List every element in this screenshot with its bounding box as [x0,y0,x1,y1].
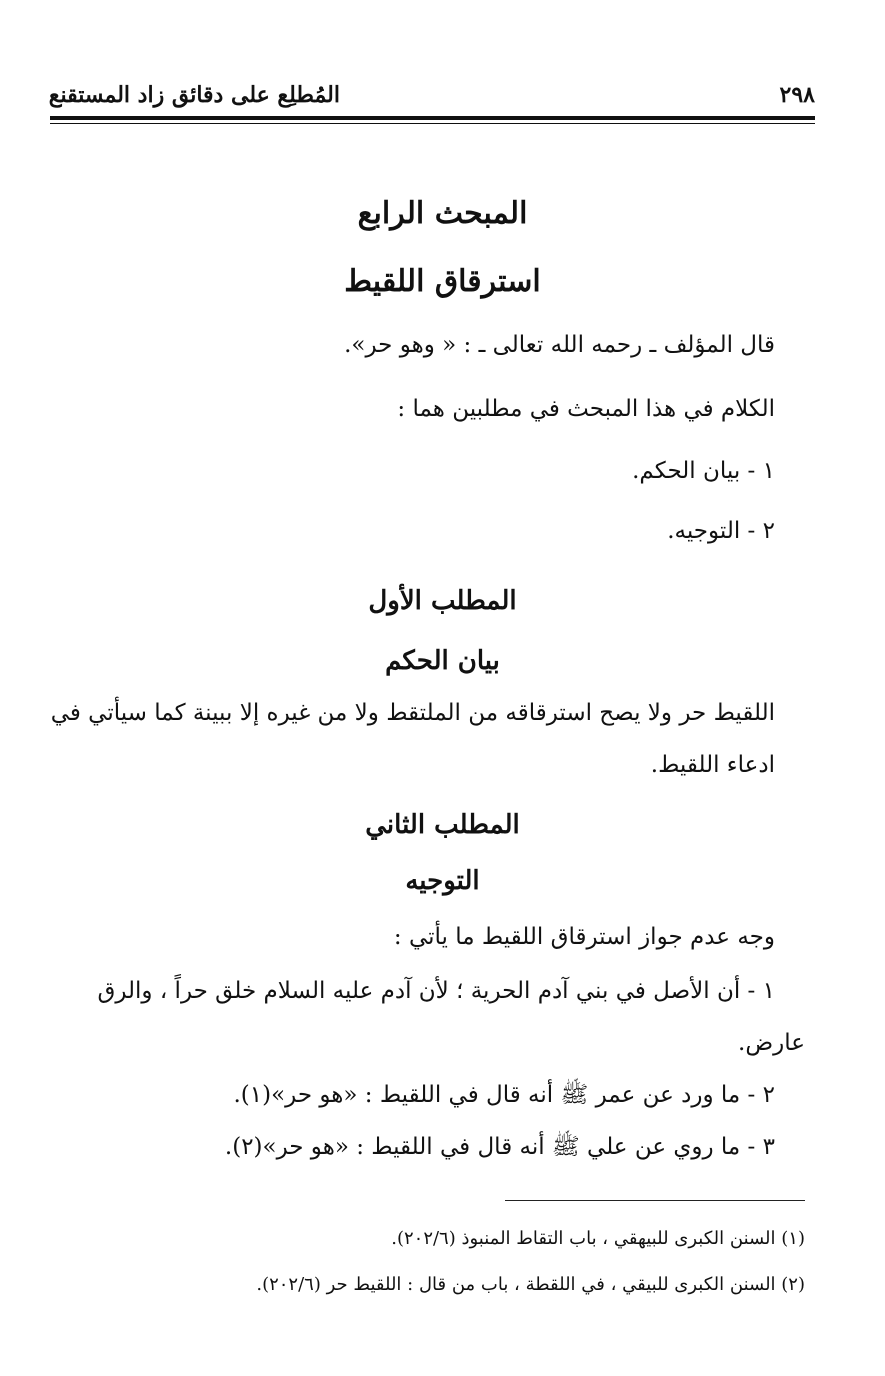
part2-item: ٢ - ما ورد عن عمر ﷺ أنه قال في اللقيط : «هو حر»(١). [233,1082,775,1108]
part1-paragraph-line: اللقيط حر ولا يصح استرقاقه من الملتقط ولا من غيره إلا ببينة كما سيأتي في [50,700,775,726]
footnote-separator [505,1200,805,1201]
outline-item: ٢ - التوجيه. [667,518,775,544]
running-header [50,82,815,112]
part2-title: المطلب الثاني [365,810,520,840]
outline-intro: الكلام في هذا المبحث في مطلبين هما : [397,396,775,422]
footnote: (١) السنن الكبرى للبيهقي ، باب التقاط المنبوذ (٢٠٢/٦). [391,1228,805,1249]
outline-item: ١ - بيان الحكم. [632,458,775,484]
section-title: المبحث الرابع [357,196,528,231]
part2-item: ٣ - ما روي عن علي ﷺ أنه قال في اللقيط : «هو حر»(٢). [224,1134,775,1160]
header-rule-thin [50,123,815,124]
part1-paragraph-line: ادعاء اللقيط. [650,752,775,778]
part2-item-line: عارض. [738,1030,805,1056]
header-rule-thick [50,116,815,120]
part2-subtitle: التوجيه [405,866,480,896]
page-number: ٢٩٨ [779,82,815,108]
part1-subtitle: بيان الحكم [385,646,500,676]
part2-item-line: ١ - أن الأصل في بني آدم الحرية ؛ لأن آدم عليه السلام خلق حراً ، والرق [97,978,775,1004]
intro-line: قال المؤلف ـ رحمه الله تعالى ـ : « وهو حر». [344,332,775,358]
part1-title: المطلب الأول [368,586,517,616]
footnote: (٢) السنن الكبرى للبيقي ، في اللقطة ، باب من قال : اللقيط حر (٢٠٢/٦). [256,1274,805,1295]
header-book-title: المُطلِع على دقائق زاد المستقنع [48,82,340,108]
part2-intro: وجه عدم جواز استرقاق اللقيط ما يأتي : [393,924,775,950]
section-subtitle: استرقاق اللقيط [344,264,541,299]
